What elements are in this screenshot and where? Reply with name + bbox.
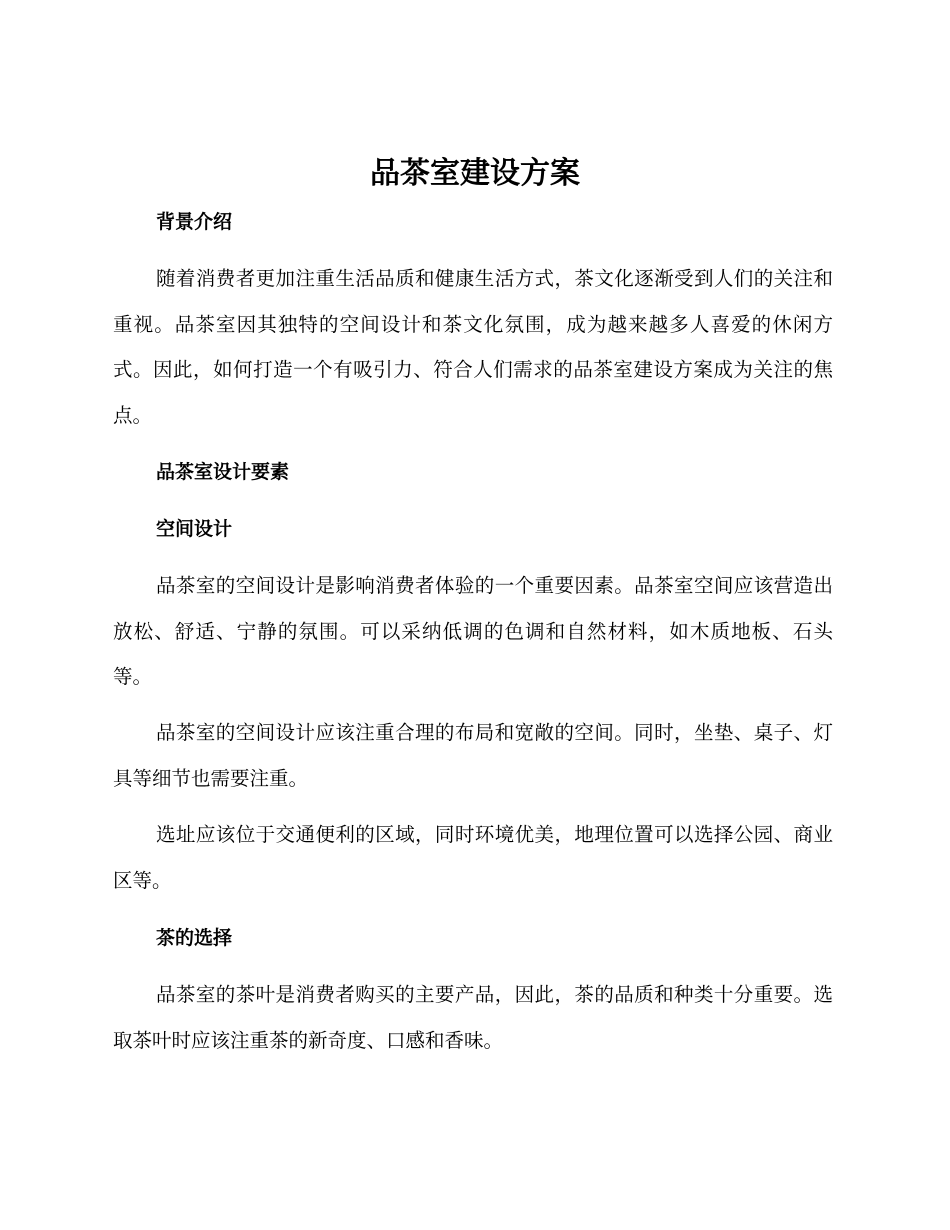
section-heading-design-elements: 品茶室设计要素: [156, 461, 290, 483]
document-title: 品茶室建设方案: [370, 156, 580, 191]
paragraph-space-design-2: 品茶室的空间设计应该注重合理的布局和宽敞的空间。同时，坐垫、桌子、灯具等细节也需要注重。: [113, 721, 833, 790]
section-heading-background: 背景介绍: [156, 211, 233, 233]
paragraph-tea-selection: 品茶室的茶叶是消费者购买的主要产品，因此，茶的品质和种类十分重要。选取茶叶时应该注重茶的新奇度、口感和香味。: [113, 983, 833, 1052]
section-heading-tea-selection: 茶的选择: [156, 927, 233, 949]
paragraph-background: 随着消费者更加注重生活品质和健康生活方式，茶文化逐渐受到人们的关注和重视。品茶室因其独特的空间设计和茶文化氛围，成为越来越多人喜爱的休闲方式。因此，如何打造一个有吸引力、符合人们需求的品茶室建设方案成为关注的焦点。: [113, 267, 833, 427]
section-heading-space-design: 空间设计: [156, 518, 233, 540]
paragraph-space-design-1: 品茶室的空间设计是影响消费者体验的一个重要因素。品茶室空间应该营造出放松、舒适、宁静的氛围。可以采纳低调的色调和自然材料，如木质地板、石头等。: [113, 574, 833, 688]
paragraph-space-design-3: 选址应该位于交通便利的区域，同时环境优美，地理位置可以选择公园、商业区等。: [113, 823, 833, 892]
